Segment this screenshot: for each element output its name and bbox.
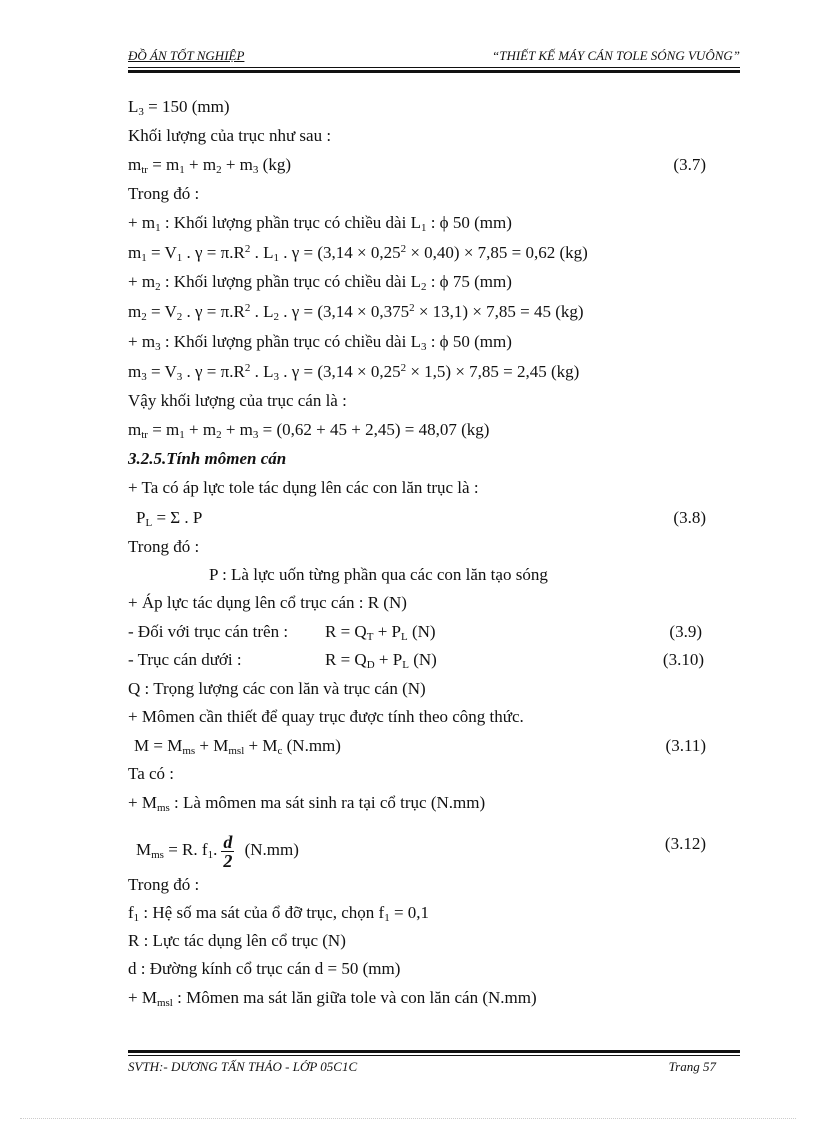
m2-calculation: $m_2 = V_2$ . $\gamma = \pi.R^2$ . $L_2$ . $\gamma = (3,14 \times 0,375^2 \times 13,1) \times 7,85 = 45$ (kg) xyxy=(128,302,584,323)
mms-description: + $M_{ms}$ : Là mômen ma sát sinh ra tại cổ trục (N.mm) xyxy=(128,793,486,814)
eq-number-3-7: (3.7) xyxy=(673,155,706,174)
page-footer xyxy=(128,1059,716,1077)
page-header xyxy=(128,48,740,66)
m2-description: + $m_2$ : Khối lượng phần trục có chiều dài $L_2$ : ϕ 75 (mm) xyxy=(128,272,512,293)
header-left: ĐỒ ÁN TỐT NGHIỆP xyxy=(128,48,245,63)
p-description: P : Là lực uốn từng phần qua các con lăn tạo sóng xyxy=(209,565,548,584)
eq-number-3-9: (3.9) xyxy=(669,622,702,641)
page-number: Trang 57 xyxy=(668,1059,716,1074)
eq-number-3-11: (3.11) xyxy=(665,736,706,755)
moment-formula: $M = M_{ms} + M_{msl} + M_c$ (N.mm) xyxy=(134,736,341,757)
m1-description: + $m_1$ : Khối lượng phần trục có chiều dài $L_1$ : ϕ 50 (mm) xyxy=(128,213,512,234)
l3-line: $L_3 = 150$ (mm) xyxy=(128,97,230,118)
where-label: Trong đó : xyxy=(128,537,200,556)
total-intro: Vậy khối lượng của trục cán là : xyxy=(128,391,347,410)
where-label: Trong đó : xyxy=(128,875,200,894)
m1-calculation: $m_1 = V_1$ . $\gamma = \pi.R^2$ . $L_1$ . $\gamma = (3,14 \times 0,25^2 \times 0,40) \times 7,85 = 0,62$ (kg) xyxy=(128,243,588,264)
header-right: “THIẾT KẾ MÁY CÁN TOLE SÓNG VUÔNG” xyxy=(491,48,740,63)
we-have: Ta có : xyxy=(128,764,175,783)
footer-left: SVTH:- DƯƠNG TẤN THẢO - LỚP 05C1C xyxy=(128,1059,358,1074)
upper-roll-formula: $R = Q_T + P_L$ (N) xyxy=(325,622,436,643)
section-title: 3.2.5.Tính mômen cán xyxy=(128,449,287,468)
d-over-2-fraction: $\frac{d}{2}$ xyxy=(223,831,233,871)
total-calculation: $m_{tr} = m_1 + m_2 + m_3 = (0,62 + 45 + 2,45) = 48,07$ (kg) xyxy=(128,420,490,441)
eq-number-3-8: (3.8) xyxy=(673,508,706,527)
mmsl-description: + $M_{msl}$ : Mômen ma sát lăn giữa tole và con lăn cán (N.mm) xyxy=(128,988,537,1009)
page-edge-dotted-line xyxy=(20,1118,796,1119)
eq-number-3-12: (3.12) xyxy=(664,834,706,853)
lower-roll-label: - Trục cán dưới : xyxy=(128,650,242,669)
neck-pressure: + Áp lực tác dụng lên cổ trục cán : R (N) xyxy=(128,593,407,612)
footer-rule-thin xyxy=(128,1055,740,1056)
f1-description: $f_1$ : Hệ số ma sát của ổ đỡ trục, chọn $f_1 = 0,1$ xyxy=(128,903,430,924)
where-label: Trong đó : xyxy=(128,184,200,203)
m3-calculation: $m_3 = V_3$ . $\gamma = \pi.R^2$ . $L_3$ . $\gamma = (3,14 \times 0,25^2 \times 1,5) \times 7,85 = 2,45$ (kg) xyxy=(128,362,580,383)
r-description: R : Lực tác dụng lên cổ trục (N) xyxy=(128,931,346,950)
mass-intro: Khối lượng của trục như sau : xyxy=(128,126,332,145)
m3-description: + $m_3$ : Khối lượng phần trục có chiều dài $L_3$ : ϕ 50 (mm) xyxy=(128,332,512,353)
pressure-intro: + Ta có áp lực tole tác dụng lên các con lăn trục là : xyxy=(128,478,479,497)
header-rule-thin xyxy=(128,67,740,68)
eq-number-3-10: (3.10) xyxy=(662,650,704,669)
mass-formula: $m_{tr} = m_1 + m_2 + m_3$ (kg) xyxy=(128,155,291,176)
mms-formula: $M_{ms} = R$. $f_1$. $\frac{d}{2}$ (N.mm) xyxy=(136,831,299,871)
header-rule-thick xyxy=(128,70,740,73)
q-description: Q : Trọng lượng các con lăn và trục cán (N) xyxy=(128,679,426,698)
moment-intro: + Mômen cần thiết để quay trục được tính theo công thức. xyxy=(128,707,524,726)
d-description: d : Đường kính cổ trục cán d = 50 (mm) xyxy=(128,959,401,978)
upper-roll-label: - Đối với trục cán trên : xyxy=(128,622,289,641)
footer-rule-thick xyxy=(128,1050,740,1053)
lower-roll-formula: $R = Q_D + P_L$ (N) xyxy=(325,650,437,671)
pl-formula: $P_L = \Sigma$ . P xyxy=(136,508,203,529)
